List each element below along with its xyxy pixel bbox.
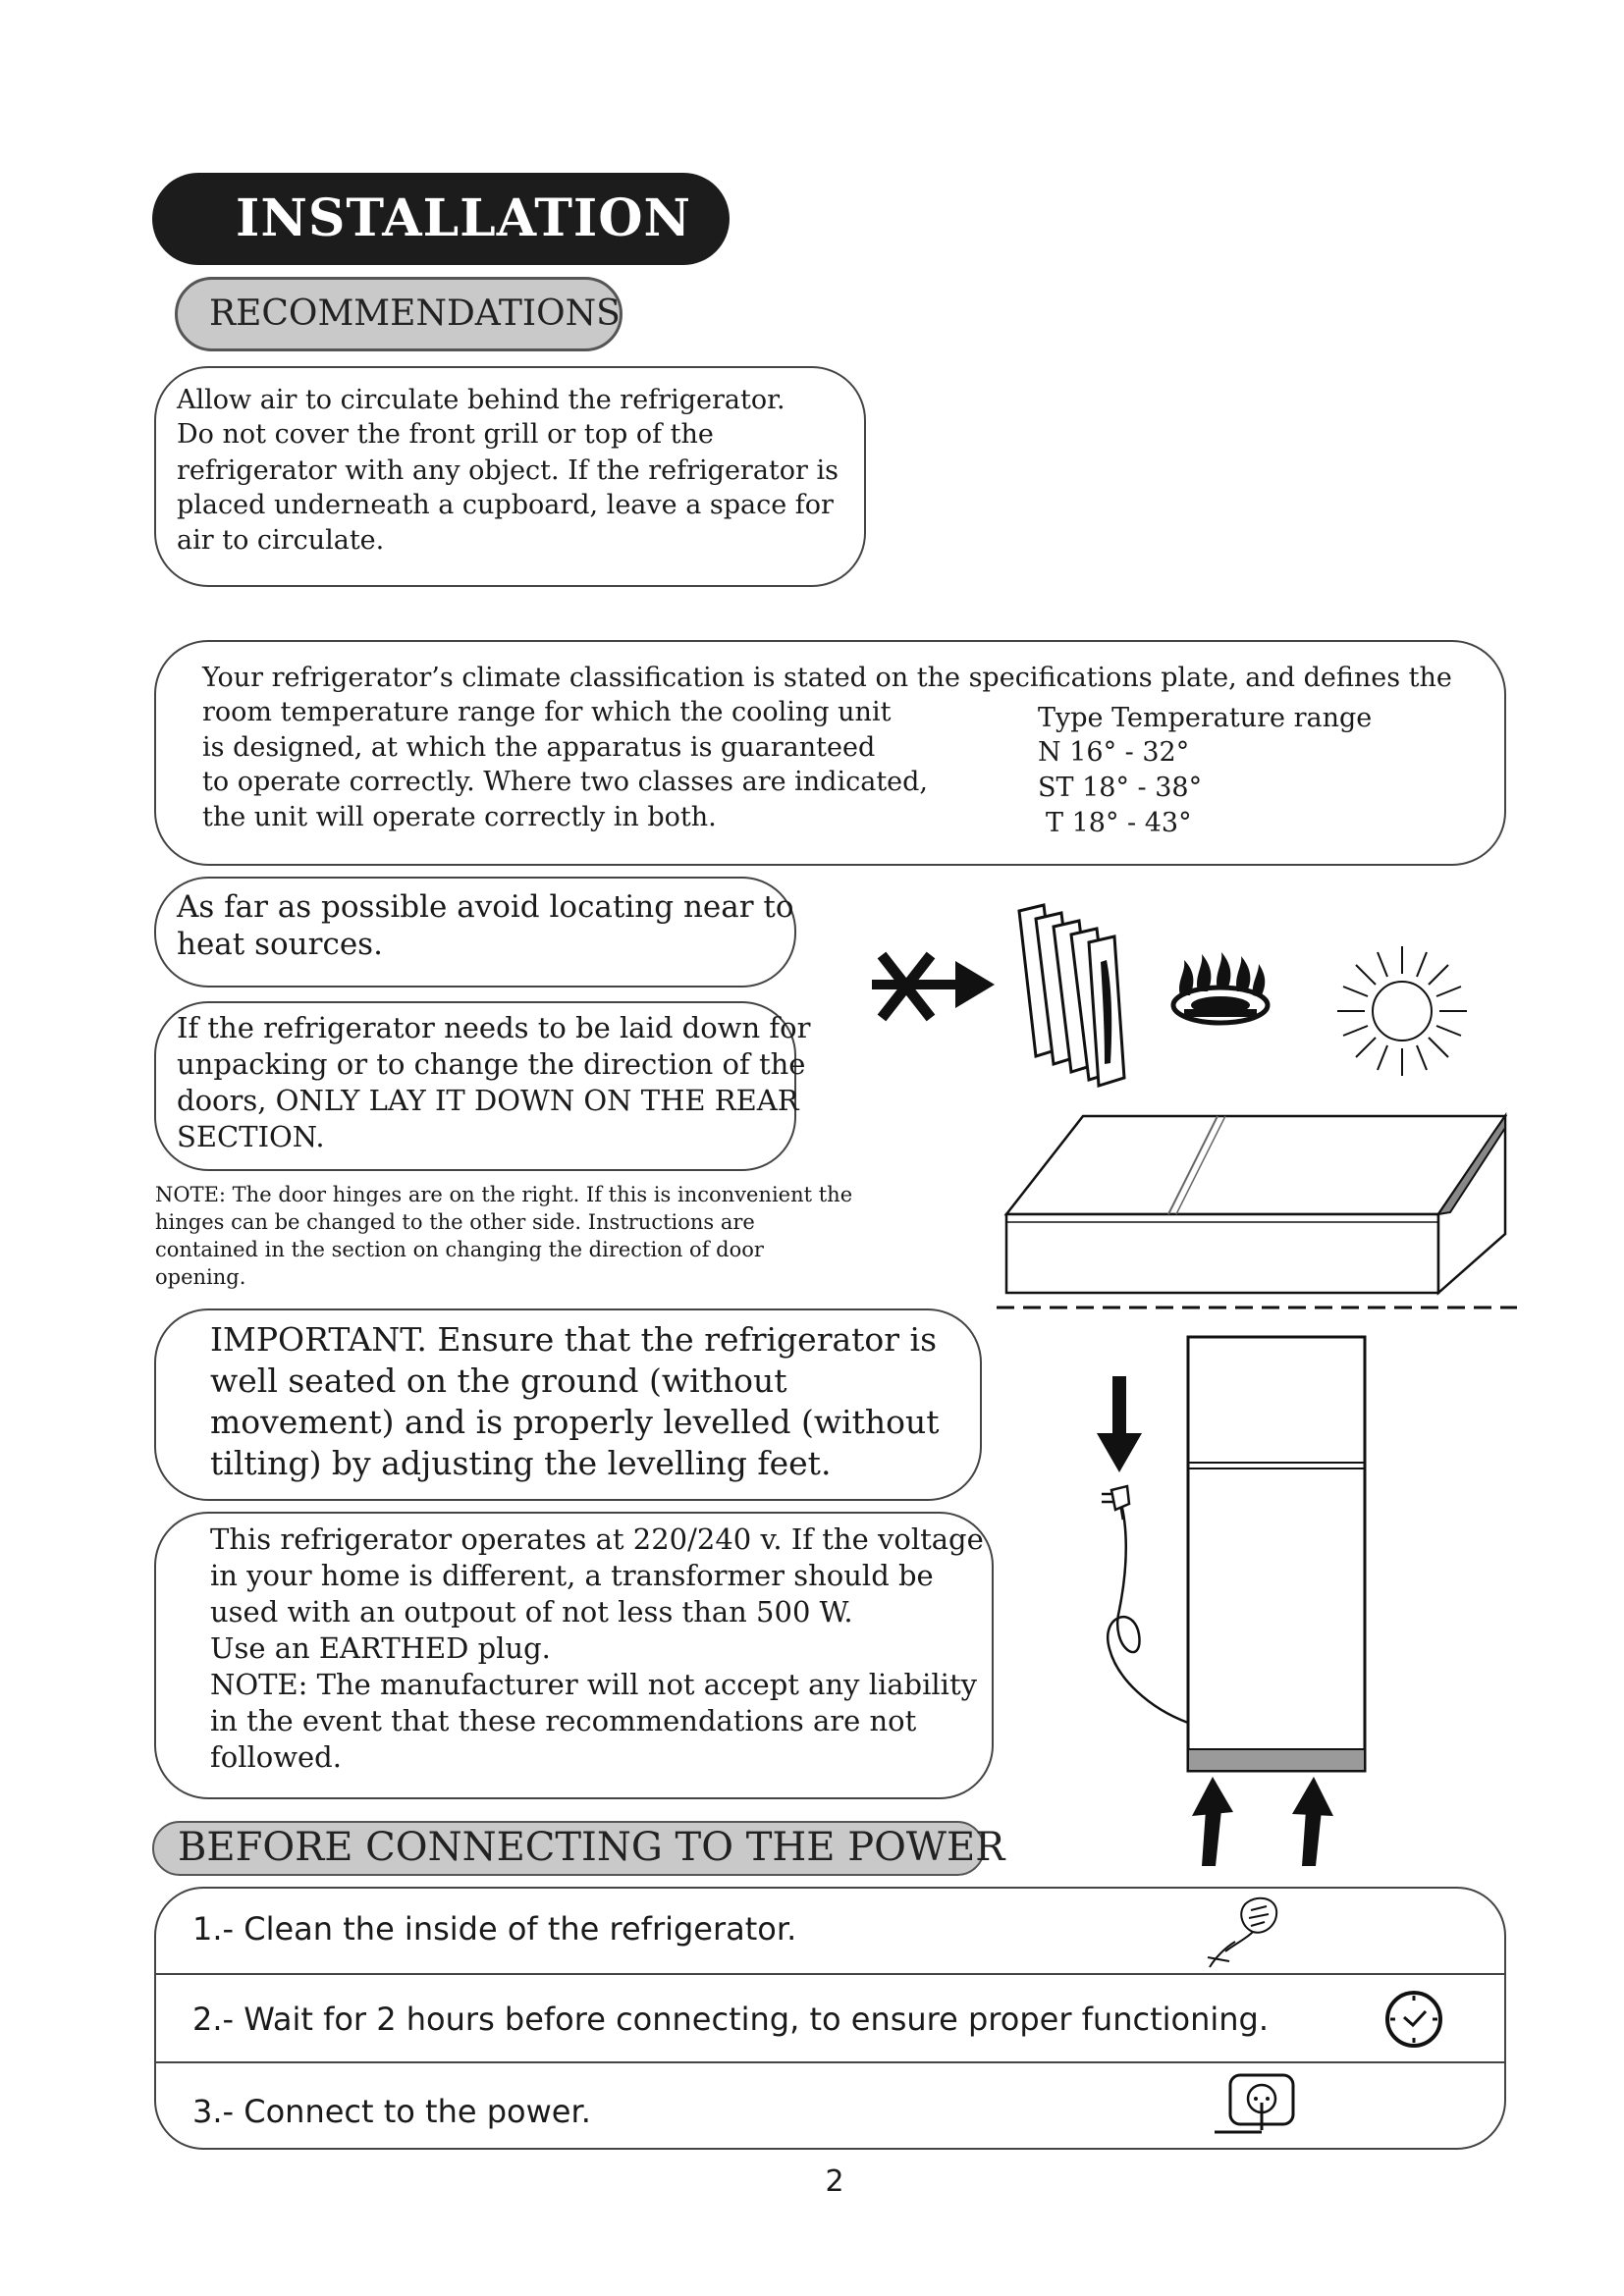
climate-line: Your refrigerator’s climate classification is stated on the specifications plate, and defines the <box>202 663 1452 693</box>
hinge-note-line: NOTE: The door hinges are on the right. If this is inconvenient the <box>155 1183 853 1206</box>
up-arrow-icon <box>1188 1775 1237 1868</box>
voltage-note-line: This refrigerator operates at 220/240 v. If the voltage <box>210 1522 984 1556</box>
step-2-text: 2.- Wait for 2 hours before connecting, to ensure proper functioning. <box>192 2001 1270 2038</box>
voltage-note-line: in your home is different, a transformer should be <box>210 1559 934 1592</box>
climate-line: is designed, at which the apparatus is guaranteed <box>202 732 876 763</box>
step-divider <box>154 1973 1506 1975</box>
voltage-note-line: NOTE: The manufacturer will not accept any liability <box>210 1668 977 1701</box>
laydown-note-line: SECTION. <box>177 1120 325 1153</box>
step-divider <box>154 2061 1506 2063</box>
climate-line: the unit will operate correctly in both. <box>202 802 717 832</box>
heat-sources-crossed-arrow-icon <box>862 947 1000 1026</box>
air-note-line: air to circulate. <box>177 525 385 556</box>
plug-icon <box>1100 1482 1139 1522</box>
page-title: INSTALLATION <box>152 173 730 265</box>
important-note-line: IMPORTANT. Ensure that the refrigerator is <box>210 1320 938 1359</box>
laydown-note-line: unpacking or to change the direction of the <box>177 1047 806 1081</box>
important-note-line: movement) and is properly levelled (without <box>210 1403 940 1441</box>
step-3-text: 3.- Connect to the power. <box>192 2093 591 2130</box>
important-note-line: tilting) by adjusting the levelling feet. <box>210 1444 832 1482</box>
important-note-line: well seated on the ground (without <box>210 1362 787 1400</box>
clock-icon <box>1382 1988 1445 2051</box>
sun-icon <box>1333 942 1471 1080</box>
hinge-note-line: contained in the section on changing the direction of door <box>155 1238 764 1261</box>
refrigerator-lying-on-rear-illustration <box>997 1114 1527 1310</box>
voltage-note-line: followed. <box>210 1740 342 1774</box>
climate-table-row: N 16° - 32° <box>1038 737 1190 768</box>
laydown-note-line: If the refrigerator needs to be laid down for <box>177 1011 811 1044</box>
heat-note-line: As far as possible avoid locating near to <box>177 889 794 925</box>
air-note-line: Allow air to circulate behind the refrigerator. <box>177 385 785 415</box>
radiator-icon <box>1014 901 1152 1088</box>
voltage-note-line: used with an outpout of not less than 500 W. <box>210 1595 853 1629</box>
climate-table-header: Type Temperature range <box>1038 703 1373 733</box>
air-note-line: Do not cover the front grill or top of the <box>177 419 714 450</box>
up-arrow-icon <box>1286 1775 1335 1868</box>
laydown-note-line: doors, ONLY LAY IT DOWN ON THE REAR <box>177 1084 799 1117</box>
page-number: 2 <box>825 2164 844 2199</box>
climate-line: to operate correctly. Where two classes are indicated, <box>202 767 929 797</box>
climate-line: room temperature range for which the cooling unit <box>202 697 892 727</box>
air-note-line: placed underneath a cupboard, leave a space for <box>177 490 834 520</box>
hinge-note-line: hinges can be changed to the other side. Instructions are <box>155 1210 755 1234</box>
down-arrow-icon <box>1095 1376 1144 1474</box>
climate-table-row: ST 18° - 38° <box>1038 773 1203 803</box>
power-socket-icon <box>1213 2069 1301 2138</box>
step-1-text: 1.- Clean the inside of the refrigerator. <box>192 1910 797 1948</box>
recommendations-heading: RECOMMENDATIONS <box>175 277 623 351</box>
air-note-line: refrigerator with any object. If the refrigerator is <box>177 455 839 486</box>
hinge-note-line: opening. <box>155 1265 246 1289</box>
cleaning-hand-icon <box>1206 1893 1294 1971</box>
heat-note-line: heat sources. <box>177 927 383 962</box>
voltage-note-line: in the event that these recommendations are not <box>210 1704 917 1737</box>
voltage-note-line: Use an EARTHED plug. <box>210 1631 551 1665</box>
climate-table-row: T 18° - 43° <box>1046 808 1192 838</box>
before-connecting-heading: BEFORE CONNECTING TO THE POWER <box>152 1821 985 1876</box>
gas-burner-icon <box>1166 952 1274 1031</box>
